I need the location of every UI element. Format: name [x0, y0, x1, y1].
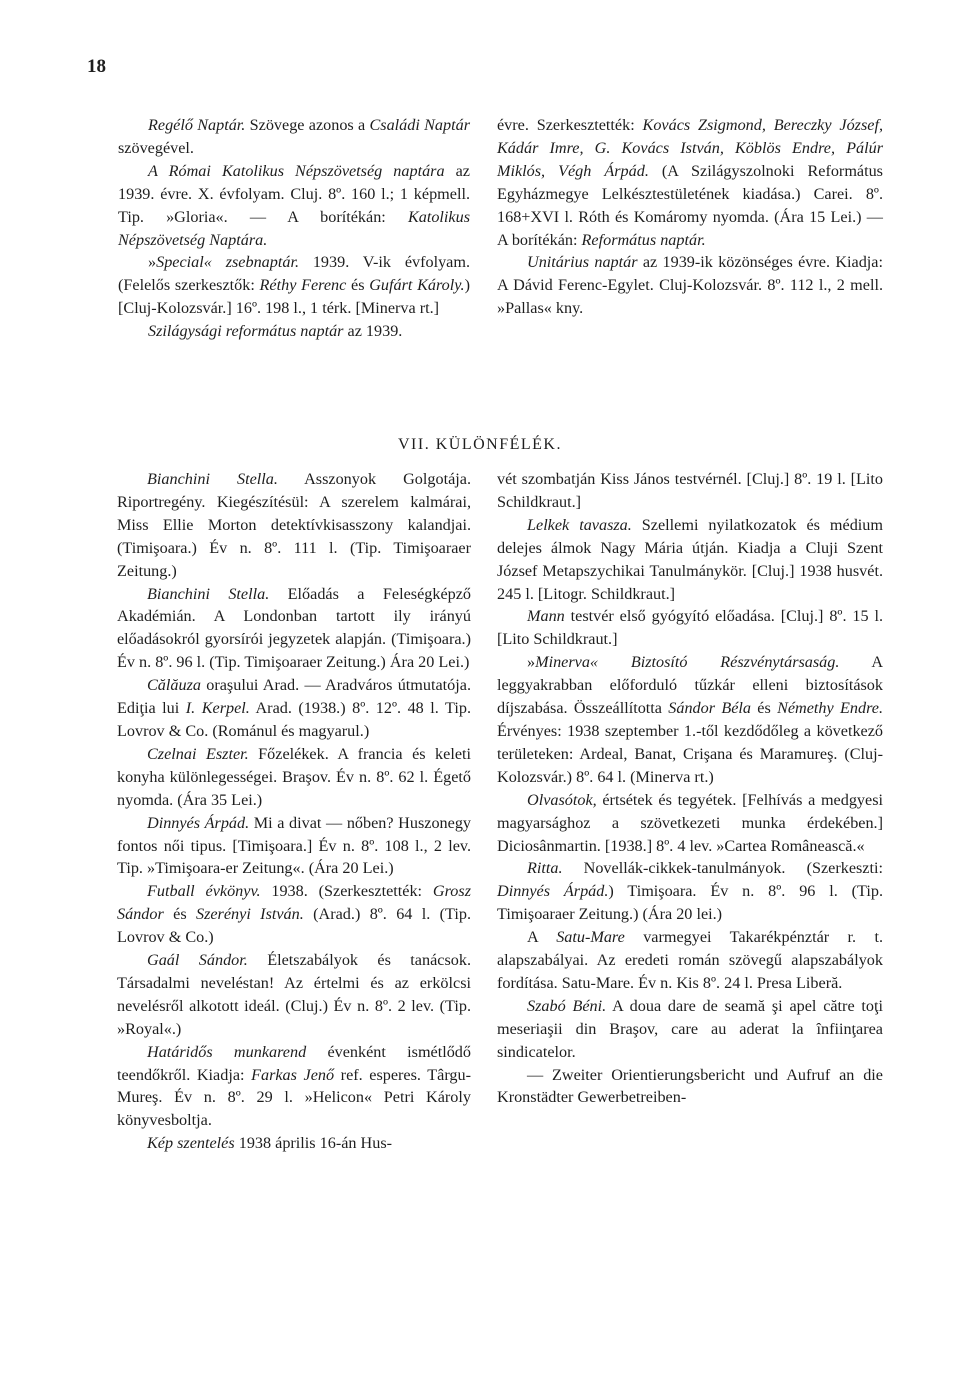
- bibliography-entry: Mann testvér első gyógyító előadása. [Cluj.] 8º. 15 l. [Lito Schildkraut.]: [497, 607, 883, 649]
- bibliography-entry: Dinnyés Árpád. Mi a divat — nőben? Huszonegy fontos női tipus. [Timişoara.] Év n. 8º. 108 l., 2 lev. Tip. »Timişoara-er Zeitung«. (Ára 20 Lei.): [117, 813, 472, 878]
- italic-title: Református naptár.: [581, 230, 706, 249]
- italic-title: Sándor Béla: [668, 699, 751, 718]
- italic-title: Bianchini Stella.: [147, 584, 270, 603]
- italic-title: Mann: [527, 607, 565, 626]
- italic-title: Kép szentelés: [147, 1134, 235, 1153]
- bibliography-entry: »Minerva« Biztosító Részvénytársaság. A leggyakrabban előforduló tűzkár elleni biztosítások díjszabása. Összeállította Sándor Béla és Némethy Endre. Érvényes: 1938 szeptember 1.-től kezdődőleg a következő területeken: Ardeal, Banat, Crişana és Maramureş. (Cluj-Kolozsvár.) 8º. 64 l. (Minerva rt.): [497, 653, 884, 786]
- bibliography-entry: Bianchini Stella. Előadás a Feleségképző Akadémián. A Londonban tartott ily irányú előadásokról gyorsírói jegyzetek alapján. (Timişoara.) Év n. 8º. 96 l. (Tip. Timişoaraer Zeitung.) Ára 20 Lei.): [117, 584, 471, 672]
- italic-title: A Római Katolikus Népszövetség naptára: [148, 161, 445, 180]
- italic-title: Családi Naptár: [369, 116, 470, 134]
- italic-title: Gufárt Károly.: [369, 276, 465, 295]
- italic-title: Katolikus Népszövetség Naptára.: [118, 207, 470, 249]
- italic-title: Némethy Endre.: [777, 699, 884, 718]
- italic-title: I. Kerpel.: [185, 699, 250, 718]
- bibliography-entry: Czelnai Eszter. Főzelékek. A francia és keleti konyha különlegességei. Braşov. Év n. 8º. 62 l. Égető nyomda. (Ára 35 Lei.): [117, 744, 471, 809]
- italic-title: Szilágysági református naptár: [148, 322, 344, 341]
- italic-title: Biztosító Részvénytársaság.: [630, 653, 840, 672]
- bibliography-entry: évre. Szerkesztették: Kovács Zsigmond, Bereczky József, Kádár Imre, G. Kovács István, Köblös Endre, Pálúr Miklós, Végh Árpád. (A Szilágyszolnoki Református Egyházmegye Lelkésztestületének kiadása.) Carei. 8º. 168+XVI l. Róth és Komáromy nyomda. (Ára 15 Lei.) — A borítékán: Református naptár.: [497, 116, 883, 249]
- bibliography-entry: Kép szentelés 1938 április 16-án Hus-: [147, 1134, 393, 1153]
- italic-title: Bianchini Stella.: [147, 470, 278, 488]
- italic-title: Határidős munkarend: [147, 1042, 307, 1061]
- italic-title: Călăuza: [147, 676, 201, 695]
- column-top-left: [118, 114, 470, 343]
- italic-title: Gaál Sándor.: [147, 951, 248, 970]
- bibliography-entry: Regélő Naptár. Szövege azonos a Családi Naptár szövegével.: [118, 116, 470, 157]
- bibliography-entry: Szabó Béni. A doua dare de seamă şi apel către toţi meseriaşii din Braşov, care au aderat la înfiinţarea sindicatelor.: [497, 996, 884, 1061]
- bibliography-entry: Szilágysági református naptár az 1939.: [148, 322, 403, 341]
- italic-title: Kovács Zsigmond, Bereczky József, Kádár Imre, G. Kovács István, Köblös Endre, Pálúr Miklós, Végh Árpád.: [497, 116, 883, 180]
- italic-title: Olvasótok,: [527, 790, 597, 809]
- bibliography-entry: — Zweiter Orientierungsbericht und Aufruf an die Kronstädter Gewerbetreiben-: [497, 1065, 883, 1107]
- bibliography-entry: »Special« zsebnaptár. 1939. V-ik évfolyam. (Felelős szerkesztők: Réthy Ferenc és Gufárt Károly.) [Cluj-Kolozsvár.] 16º. 198 l., 1 térk. [Minerva rt.]: [118, 253, 470, 318]
- italic-title: Grosz Sándor: [117, 882, 471, 924]
- bibliography-entry: Ritta. Novellák-cikkek-tanulmányok. (Szerkeszti: Dinnyés Árpád.) Timişoara. Év n. 8º. 96 l. (Tip. Timişoaraer Zeitung.) (Ára 20 lei.): [497, 859, 883, 924]
- italic-title: Szabó Béni.: [527, 996, 607, 1015]
- bibliography-entry: A Satu-Mare varmegyei Takarékpénztár r. t. alapszabályai. Az eredeti román szövegű alapszabályok fordítása. Satu-Mare. Év n. Kis 8º. 24 l. Presa Liberă.: [497, 928, 883, 992]
- italic-title: Szerényi István.: [195, 905, 304, 924]
- bibliography-entry: Határidős munkarend évenként ismétlődő teendőkről. Kiadja: Farkas Jenő ref. esperes. Târgu-Mureş. Év n. 8º. 29 l. »Helicon« Petri Károly könyvesboltja.: [117, 1042, 471, 1130]
- bibliography-entry: Unitárius naptár az 1939-ik közönséges évre. Kiadja: A Dávid Ferenc-Egylet. Cluj-Kolozsvár. 8º. 112 l., 2 mell. »Pallas« kny.: [497, 253, 883, 318]
- column-top-right: [497, 114, 883, 320]
- italic-title: Lelkek tavasza.: [527, 515, 632, 534]
- bibliography-entry: Gaál Sándor. Életszabályok és tanácsok. Társadalmi neveléstan! Az értelmi és az erkölcsi nevelésről alkotott ideál. (Cluj.) Év n. 8º. 2 lev. (Tip. »Royal«.): [117, 951, 471, 1038]
- section-heading: VII. KÜLÖNFÉLÉK.: [398, 436, 562, 453]
- column-bottom-left: [117, 468, 471, 1155]
- italic-title: Unitárius naptár: [527, 253, 638, 272]
- italic-title: Dinnyés Árpád.: [497, 882, 609, 901]
- italic-title: Farkas Jenő: [251, 1065, 335, 1084]
- bibliography-entry: Olvasótok, értsétek és tegyétek. [Felhívás a medgyesi magyarsághoz a szövetkezeti munka érdekében.] Diciosânmartin. [1938.] 8º. 4 lev. »Cartea Românească.«: [497, 790, 883, 855]
- italic-title: Ritta.: [527, 859, 563, 878]
- bibliography-entry: Lelkek tavasza. Szellemi nyilatkozatok és médium delejes álmok Nagy Mária útján. Kiadja a Cluji Szent József Metapszychikai Tanulmánykör. [Cluj.] 1938 husvét. 245 l. [Litogr. Schildkraut.]: [497, 515, 883, 603]
- italic-title: Réthy Ferenc: [259, 276, 347, 295]
- italic-title: Czelnai Eszter.: [147, 744, 249, 763]
- bibliography-entry: Călăuza oraşului Arad. — Aradváros útmutatója. Ediţia lui I. Kerpel. Arad. (1938.) 8º. 12º. 48 l. Tip. Lovrov & Co. (Románul és magyarul.): [117, 676, 472, 740]
- italic-title: Futball évkönyv.: [147, 882, 261, 901]
- column-bottom-right: [497, 468, 883, 1109]
- bibliography-entry: A Római Katolikus Népszövetség naptára az 1939. évre. X. évfolyam. Cluj. 8º. 160 l.; 1 képmell. Tip. »Gloria«. — A borítékán: Katolikus Népszövetség Naptára.: [118, 161, 470, 249]
- italic-title: Satu-Mare: [556, 928, 625, 947]
- italic-title: zsebnaptár.: [225, 253, 299, 272]
- italic-title: Special«: [156, 253, 212, 272]
- italic-title: Minerva«: [535, 653, 599, 672]
- bibliography-entry: Bianchini Stella. Asszonyok Golgotája. Riportregény. Kiegészítésül: A szerelem kalmárai, Miss Ellie Morton detektívkisasszony kalandjai. (Timişoara.) Év n. 8º. 111 l. (Tip. Timişoaraer Zeitung.): [117, 470, 471, 580]
- bibliography-entry: Futball évkönyv. 1938. (Szerkesztették: Grosz Sándor és Szerényi István. (Arad.) 8º. 64 l. (Tip. Lovrov & Co.): [117, 882, 471, 947]
- bibliography-entry: vét szombatján Kiss János testvérnél. [Cluj.] 8º. 19 l. [Lito Schildkraut.]: [497, 470, 883, 511]
- italic-title: Regélő Naptár.: [148, 116, 246, 134]
- italic-title: Dinnyés Árpád.: [147, 813, 250, 832]
- page-number: 18: [87, 56, 106, 77]
